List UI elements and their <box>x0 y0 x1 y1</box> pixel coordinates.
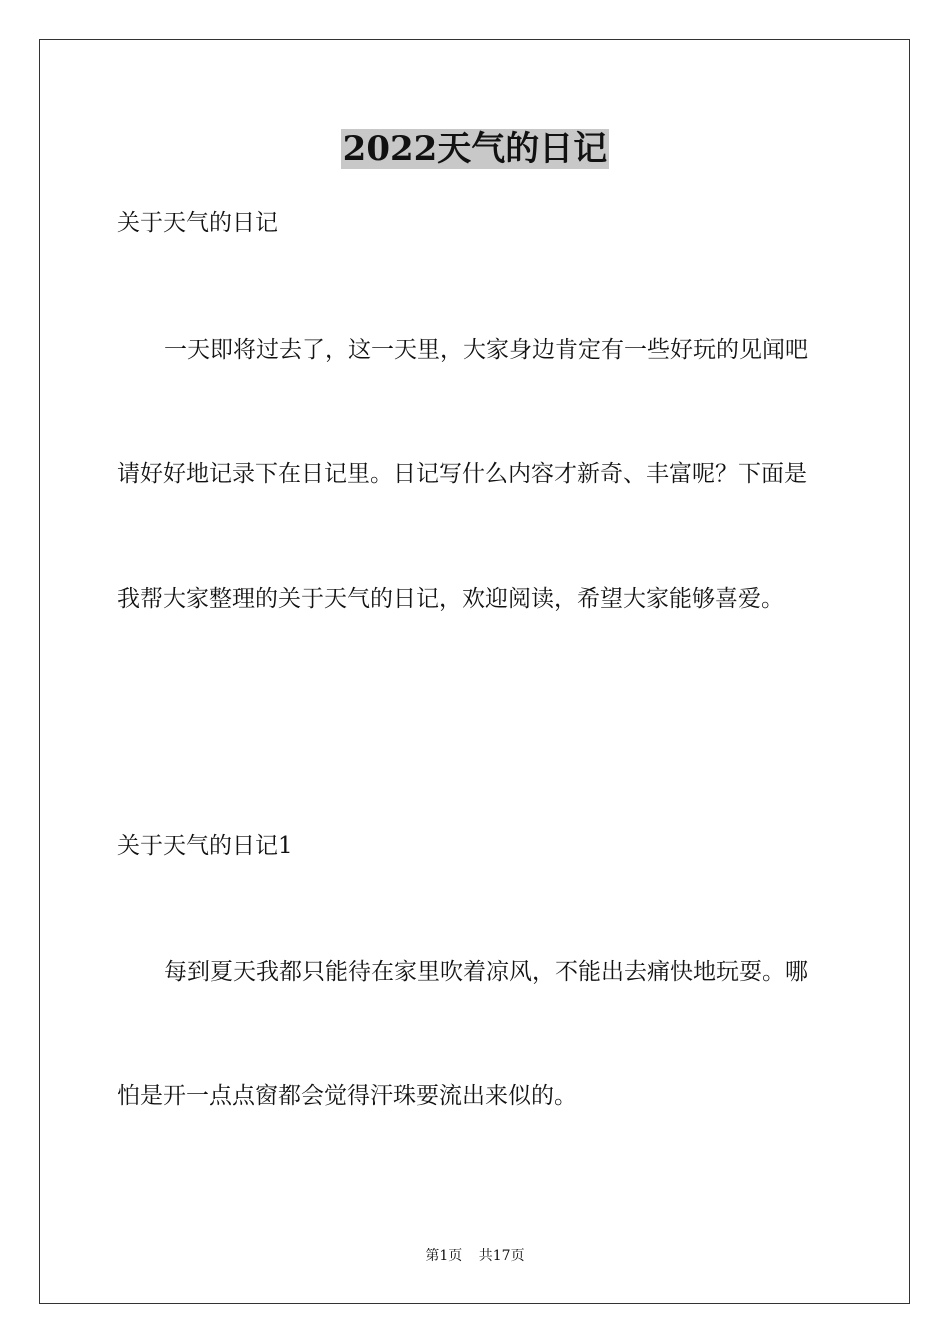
page-footer <box>0 1246 950 1266</box>
paragraph-line: 每到夏天我都只能待在家里吹着凉风，不能出去痛快地玩耍。哪 <box>164 959 808 985</box>
paragraph-line: 我帮大家整理的关于天气的日记，欢迎阅读，希望大家能够喜爱。 <box>117 586 784 612</box>
document-title-text: 2022天气的日记 <box>342 129 608 169</box>
document-title <box>0 124 950 174</box>
section-heading-intro: 关于天气的日记 <box>117 210 278 236</box>
page-total: 共17页 <box>478 1248 525 1264</box>
page-number: 第1页 <box>425 1248 463 1264</box>
paragraph-line: 请好好地记录下在日记里。日记写什么内容才新奇、丰富呢？下面是 <box>117 461 807 487</box>
section-heading-1: 关于天气的日记1 <box>117 833 293 859</box>
paragraph-line: 怕是开一点点窗都会觉得汗珠要流出来似的。 <box>117 1083 577 1109</box>
paragraph-line: 一天即将过去了，这一天里，大家身边肯定有一些好玩的见闻吧 <box>164 337 808 363</box>
